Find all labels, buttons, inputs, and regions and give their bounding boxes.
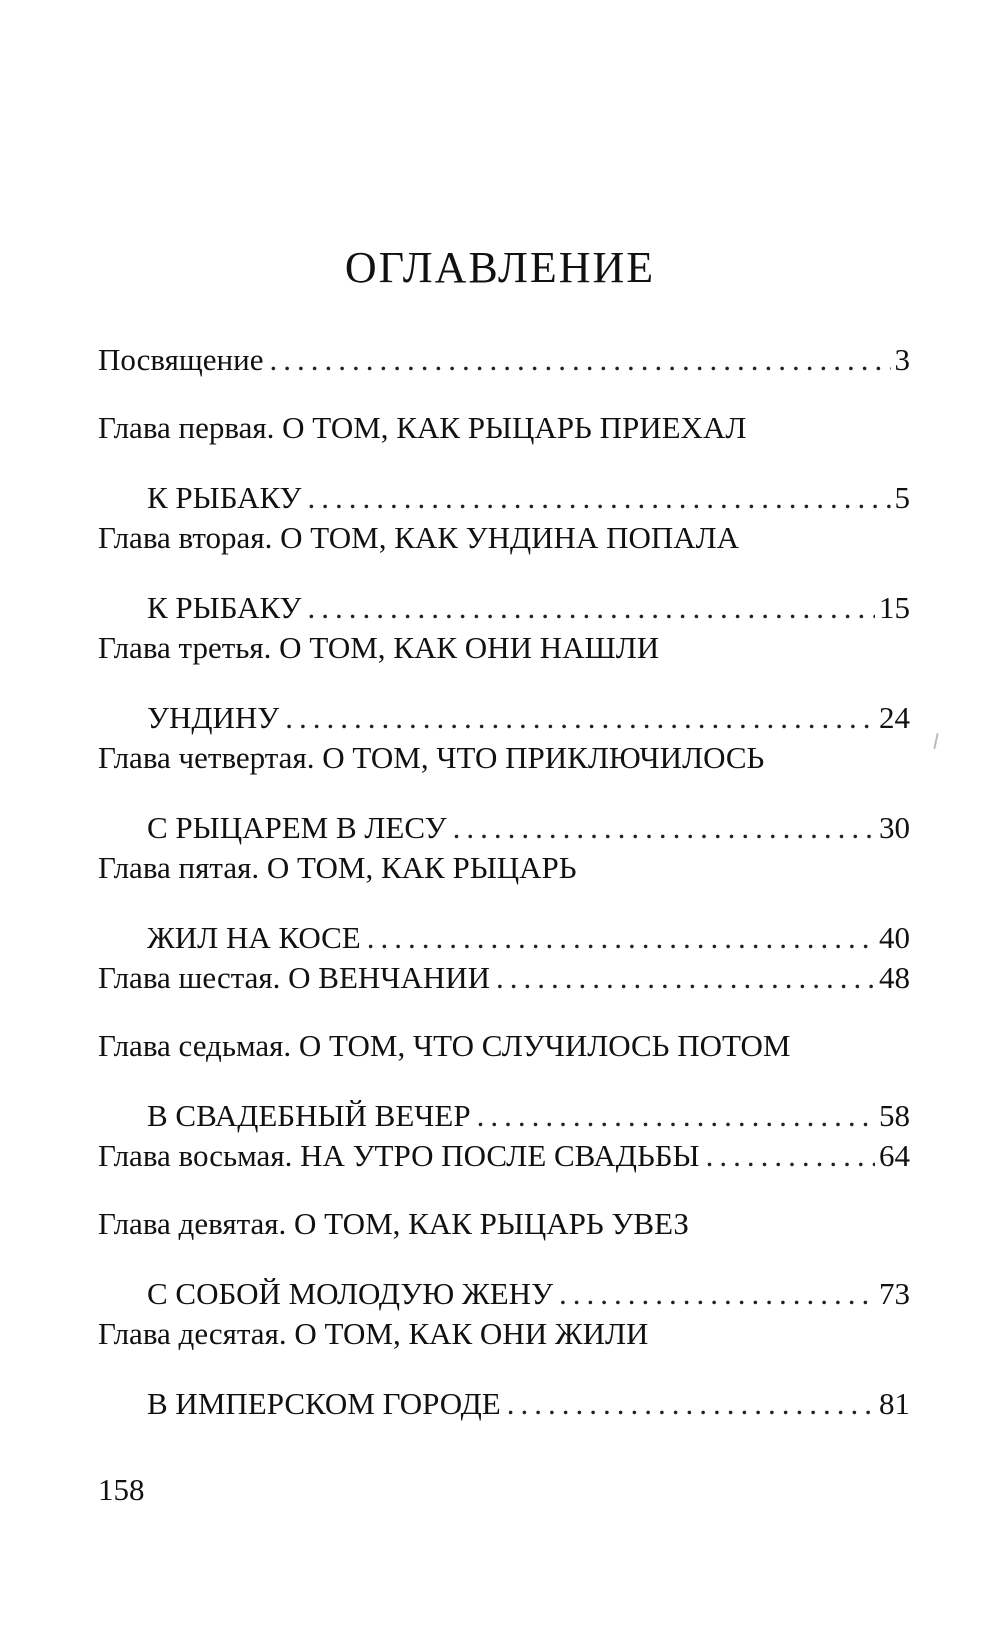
toc-entry-title-continuation: К РЫБАКУ xyxy=(147,590,302,625)
toc-entry-page: 48 xyxy=(879,960,910,995)
toc-entry-page: 24 xyxy=(879,700,910,735)
toc-entry-title: Глава шестая. О ВЕНЧАНИИ xyxy=(98,960,490,995)
toc-entry-title: Глава пятая. О ТОМ, КАК РЫЦАРЬ xyxy=(98,850,577,885)
toc-entry xyxy=(98,340,910,380)
dot-leader xyxy=(496,958,875,998)
toc-entry-page: 73 xyxy=(879,1276,910,1311)
toc-entry-title: Глава десятая. О ТОМ, КАК ОНИ ЖИЛИ xyxy=(98,1316,649,1351)
toc-entry-page: 58 xyxy=(879,1098,910,1133)
dot-leader xyxy=(507,1384,875,1424)
dot-leader xyxy=(477,1096,875,1136)
toc-entry-page: 3 xyxy=(894,342,910,377)
toc-entry-title: Посвящение xyxy=(98,342,264,377)
dot-leader xyxy=(269,340,890,380)
toc-entry-title: Глава первая. О ТОМ, КАК РЫЦАРЬ ПРИЕХАЛ xyxy=(98,410,747,445)
toc-entry xyxy=(98,848,910,958)
toc-entry-page: 15 xyxy=(879,590,910,625)
toc-entry-title: Глава восьмая. НА УТРО ПОСЛЕ СВАДЬБЫ xyxy=(98,1138,700,1173)
page-number: 158 xyxy=(98,1472,145,1507)
toc-entry-page: 40 xyxy=(879,920,910,955)
toc-entry xyxy=(98,738,910,848)
toc-entry-page: 5 xyxy=(894,480,910,515)
toc-entry-title: Глава девятая. О ТОМ, КАК РЫЦАРЬ УВЕЗ xyxy=(98,1206,689,1241)
dot-leader xyxy=(706,1136,875,1176)
dot-leader xyxy=(367,918,875,958)
toc-entry-title-continuation: В СВАДЕБНЫЙ ВЕЧЕР xyxy=(147,1098,471,1133)
toc-entry-title-continuation: В ИМПЕРСКОМ ГОРОДЕ xyxy=(147,1386,501,1421)
toc-entry-title-continuation: ЖИЛ НА КОСЕ xyxy=(147,920,361,955)
toc-entry-title: Глава четвертая. О ТОМ, ЧТО ПРИКЛЮЧИЛОСЬ xyxy=(98,740,765,775)
print-smudge xyxy=(933,733,938,749)
dot-leader xyxy=(308,588,876,628)
toc-entry-title-continuation: С СОБОЙ МОЛОДУЮ ЖЕНУ xyxy=(147,1276,554,1311)
toc-entry-title: Глава вторая. О ТОМ, КАК УНДИНА ПОПАЛА xyxy=(98,520,740,555)
toc-entry-title-continuation: К РЫБАКУ xyxy=(147,480,302,515)
toc-entry xyxy=(98,408,910,518)
toc-entry-title-continuation: УНДИНУ xyxy=(147,700,280,735)
toc-entry xyxy=(98,1136,910,1176)
toc-entry xyxy=(98,628,910,738)
toc-entry-page: 64 xyxy=(879,1138,910,1173)
toc-entry xyxy=(98,958,910,998)
toc-entry-title-continuation: С РЫЦАРЕМ В ЛЕСУ xyxy=(147,810,447,845)
toc-entry-page: 30 xyxy=(879,810,910,845)
dot-leader xyxy=(285,698,875,738)
toc-entry xyxy=(98,1026,910,1136)
dot-leader xyxy=(559,1274,875,1314)
toc-entry-title: Глава седьмая. О ТОМ, ЧТО СЛУЧИЛОСЬ ПОТОМ xyxy=(98,1028,791,1063)
toc-entry-title: Глава третья. О ТОМ, КАК ОНИ НАШЛИ xyxy=(98,630,660,665)
dot-leader xyxy=(308,478,891,518)
toc-entry xyxy=(98,1314,910,1424)
toc-heading: ОГЛАВЛЕНИЕ xyxy=(344,243,656,292)
toc-entry-page: 81 xyxy=(879,1386,910,1421)
dot-leader xyxy=(453,808,875,848)
toc-entry xyxy=(98,1204,910,1314)
toc-entry xyxy=(98,518,910,628)
